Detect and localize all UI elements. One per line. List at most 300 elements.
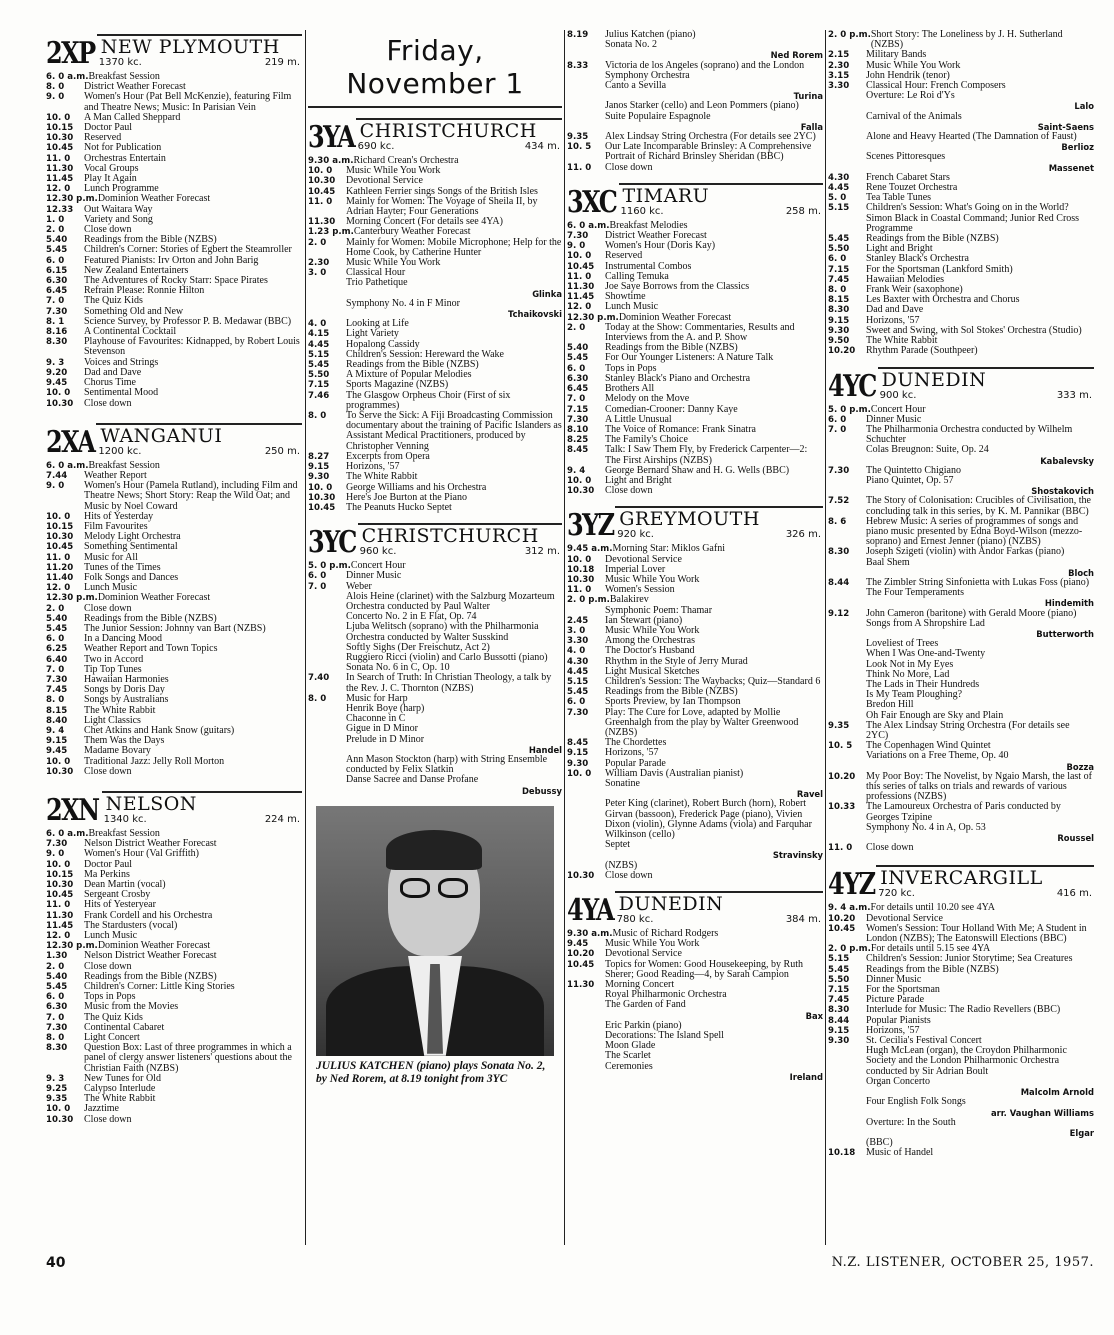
work-title: Sonata No. 2 bbox=[605, 39, 657, 51]
programme-time: 10.20 bbox=[828, 771, 856, 782]
programme-title: Dinner Music bbox=[866, 413, 922, 425]
programme-title: Today at the Show: Commentaries, Results and Interviews from the A. and P. Show bbox=[605, 321, 795, 344]
programme-time: 6. 0 bbox=[828, 414, 847, 425]
station-frequency: 1160 kc. bbox=[620, 205, 664, 217]
work-title: The Garden of Fand bbox=[605, 999, 686, 1011]
programme-entry bbox=[308, 472, 562, 482]
programme-time: 2. 0 bbox=[567, 322, 586, 333]
programme-title bbox=[866, 588, 1094, 608]
programme-entry bbox=[828, 346, 1094, 356]
work-title: Septet bbox=[605, 839, 630, 851]
programme-time: 7. 0 bbox=[46, 1012, 65, 1023]
programme-title: Breakfast Session bbox=[88, 828, 160, 839]
programme-title: Dominion Weather Forecast bbox=[618, 311, 732, 323]
programme-title: Hugh McLean (organ), the Croydon Philharmonic Society and the London Philharmonic Orchestra conducted by Sir Adrian Boult bbox=[866, 1045, 1067, 1077]
programme-time: 8. 0 bbox=[46, 82, 65, 93]
programme-title: Stanley Black's Piano and Orchestra bbox=[605, 372, 751, 384]
composer-name: Handel bbox=[528, 744, 562, 755]
composer-name: Falla bbox=[800, 121, 823, 132]
programme-title: Weather Report and Town Topics bbox=[84, 643, 218, 655]
programme-title: The Quiz Kids bbox=[84, 1011, 143, 1023]
programme-time: 8. 0 bbox=[308, 693, 327, 704]
work-title: Overture: Le Roi d'Ys bbox=[866, 90, 955, 102]
programme-title: Lunch Music bbox=[84, 930, 138, 942]
programme-time bbox=[828, 476, 866, 496]
programme-title: Instrumental Combos bbox=[605, 260, 692, 272]
programme-time: 3. 0 bbox=[567, 625, 586, 636]
programme-title: Children's Session: The Waybacks; Quiz—Standard 6 bbox=[605, 675, 821, 687]
programme-title: Women's Hour (Pamela Rutland), including Film and Theatre News; Short Story: Reap the Wild Oat; and Music by Noel Coward bbox=[84, 480, 298, 512]
programme-title: Reserved bbox=[84, 132, 122, 144]
station-block-s3ycb bbox=[567, 30, 823, 173]
work-title: Symphony No. 4 in A, Op. 53 bbox=[866, 821, 986, 833]
programme-time: 10.30 bbox=[567, 486, 595, 497]
programme-time: 6. 0 bbox=[308, 571, 327, 582]
programme-item bbox=[605, 779, 823, 799]
programme-time: 10.45 bbox=[46, 890, 74, 901]
programme-title: The Doctor's Husband bbox=[605, 645, 695, 657]
station-info bbox=[97, 34, 302, 68]
programme-time bbox=[308, 724, 346, 734]
programme-time: 3.15 bbox=[828, 70, 850, 81]
programme-time: 6.15 bbox=[46, 265, 68, 276]
programme-time: 11. 0 bbox=[46, 552, 71, 563]
programme-time: 9.50 bbox=[828, 336, 850, 347]
programme-time: 10.30 bbox=[46, 398, 74, 409]
programme-entry bbox=[828, 1046, 1094, 1077]
programme-entry bbox=[567, 445, 823, 465]
programme-title: Melody on the Move bbox=[605, 393, 690, 405]
programme-title: Close down bbox=[84, 960, 132, 972]
programme-title: Sweet and Swing, with Sol Stokes' Orchestra (Studio) bbox=[866, 324, 1082, 336]
work-title: Symphony No. 4 in F Minor bbox=[346, 297, 460, 309]
programme-title: Ian Stewart (piano) bbox=[605, 614, 683, 626]
programme-time: 5.50 bbox=[828, 974, 850, 985]
programme-item bbox=[866, 112, 1094, 132]
programme-entry bbox=[828, 517, 1094, 548]
programme-time: 8. 0 bbox=[828, 285, 847, 296]
programme-title: Children's Corner: Little King Stories bbox=[84, 981, 235, 993]
work-title: Variations on a Free Theme, Op. 40 bbox=[866, 750, 1009, 762]
programme-title: Chorus Time bbox=[84, 377, 136, 389]
programme-title: Sports Magazine (NZBS) bbox=[346, 379, 449, 391]
programme-time: 5.15 bbox=[567, 676, 589, 687]
column-3 bbox=[567, 30, 823, 1082]
programme-time: 7.46 bbox=[308, 390, 330, 401]
programme-time: 11. 0 bbox=[567, 585, 592, 596]
programme-time: 10.30 bbox=[46, 532, 74, 543]
station-wavelength: 333 m. bbox=[1056, 389, 1092, 401]
programme-title: Hits of Yesterday bbox=[84, 510, 154, 522]
programme-title: A Mixture of Popular Melodies bbox=[346, 369, 472, 381]
composer-name: Saint-Saens bbox=[1037, 121, 1094, 132]
programme-title: Ann Mason Stockton (harp) with String Ensemble conducted by Felix Slatkin bbox=[346, 753, 548, 776]
programme-title: Janos Starker (cello) and Leon Pommers (piano) bbox=[605, 100, 799, 112]
programme-time bbox=[308, 622, 346, 642]
work-title: Sonatine bbox=[605, 778, 640, 789]
programme-time bbox=[828, 1138, 866, 1148]
programme-title: Children's Session: What's Going on in the World? Simon Black in Coastal Command; Junior Red Cross Programme bbox=[866, 202, 1080, 234]
programme-time bbox=[828, 1118, 866, 1138]
programme-time: 6. 0 bbox=[46, 255, 65, 266]
programme-title: Devotional Service bbox=[605, 553, 682, 565]
programme-time: 5.45 bbox=[46, 982, 68, 993]
programme-time bbox=[308, 299, 346, 319]
programme-title: Frank Weir (saxophone) bbox=[866, 284, 963, 296]
programme-time: 5.45 bbox=[46, 245, 68, 256]
column-2 bbox=[308, 30, 562, 1086]
programme-time: 5.40 bbox=[46, 971, 68, 982]
programme-time bbox=[308, 592, 346, 612]
programme-title: Jazztime bbox=[84, 1103, 119, 1115]
programme-time: 11.45 bbox=[567, 292, 595, 303]
programme-title: Them Was the Days bbox=[84, 735, 165, 747]
programme-title: Stanley Black's Orchestra bbox=[866, 253, 969, 265]
programme-time bbox=[828, 680, 866, 690]
programme-time bbox=[828, 445, 866, 465]
programme-title: Children's Session: Hereward the Wake bbox=[346, 348, 504, 360]
programme-title: Variety and Song bbox=[84, 213, 153, 225]
programme-time: 8. 0 bbox=[46, 695, 65, 706]
station-info bbox=[876, 865, 1094, 899]
programme-entry bbox=[828, 91, 1094, 111]
programme-time: 9.30 bbox=[828, 1036, 850, 1047]
station-block-s3xc bbox=[567, 183, 823, 496]
programme-time: 9.25 bbox=[46, 1084, 68, 1095]
programme-title: Music While You Work bbox=[866, 59, 961, 71]
programme-time: 9. 4 bbox=[46, 725, 65, 736]
station-wavelength: 224 m. bbox=[264, 814, 300, 825]
programme-time: 7.45 bbox=[828, 274, 850, 285]
programme-title: The Scarlet bbox=[605, 1050, 651, 1062]
work-title: Colas Breugnon: Suite, Op. 24 bbox=[866, 444, 989, 456]
programme-time: 9. 4 a.m. bbox=[828, 903, 871, 914]
programme-title: Canterbury Weather Forecast bbox=[353, 226, 471, 238]
composer-name: Berlioz bbox=[1061, 142, 1094, 153]
programme-title bbox=[605, 1000, 823, 1020]
programme-title: Ljuba Welitsch (soprano) with the Philharmonia Orchestra conducted by Walter Susskind bbox=[346, 621, 539, 643]
programme-time: 8.25 bbox=[567, 435, 589, 446]
programme-time: 4.45 bbox=[567, 666, 589, 677]
photo-caption: JULIUS KATCHEN (piano) plays Sonata No. 2, by Ned Rorem, at 8.19 tonight from 3YC bbox=[316, 1059, 546, 1085]
programme-time: 8.30 bbox=[828, 547, 850, 558]
programme-title: Short Story: The Loneliness by J. H. Sutherland (NZBS) bbox=[870, 29, 1063, 51]
programme-entry bbox=[567, 799, 823, 840]
programme-time: 10. 0 bbox=[308, 166, 333, 177]
station-wavelength: 326 m. bbox=[785, 529, 821, 541]
programme-title: Talk: I Saw Them Fly, by Frederick Carpenter—2: The First Airships (NZBS) bbox=[605, 444, 808, 466]
programme-item bbox=[866, 558, 1094, 578]
programme-title: William Davis (Australian pianist) bbox=[605, 767, 744, 779]
programme-entry bbox=[308, 299, 562, 319]
programme-title bbox=[866, 619, 1094, 639]
programme-entry bbox=[46, 767, 302, 777]
programme-time: 7.15 bbox=[308, 380, 330, 391]
programme-title: My Poor Boy: The Novelist, by Ngaio Marsh, the last of this series of talks on trials and rewards of various professions (NZBS) bbox=[866, 770, 1092, 803]
programme-time bbox=[828, 91, 866, 111]
programme-title: Children's Session: Junior Storytime; Sea Creatures bbox=[866, 953, 1073, 965]
programme-time: 5.50 bbox=[308, 370, 330, 381]
programme-time bbox=[567, 990, 605, 1000]
station-frequency: 780 kc. bbox=[616, 914, 654, 926]
programme-time: 9.15 bbox=[828, 315, 850, 326]
programme-title: Children's Corner: Stories of Egbert the Steamroller bbox=[84, 244, 292, 256]
programme-time: 12.30 p.m. bbox=[567, 312, 619, 323]
programme-time bbox=[567, 112, 605, 132]
programme-time: 9. 3 bbox=[46, 1073, 65, 1084]
programme-time: 2. 0 p.m. bbox=[828, 944, 871, 955]
station-header bbox=[567, 506, 823, 544]
programme-time: 9.35 bbox=[46, 1094, 68, 1105]
programme-time: 3.30 bbox=[567, 636, 589, 647]
programme-time: 3. 0 bbox=[308, 268, 327, 279]
programme-title: Horizons, '57 bbox=[866, 314, 920, 326]
work-title: Prelude in D Minor bbox=[346, 733, 425, 745]
programme-title: Symphonic Poem: Thamar bbox=[605, 604, 713, 616]
column-rule bbox=[825, 30, 826, 1245]
programme-title: Music from the Movies bbox=[84, 1001, 179, 1013]
work-title: Carnival of the Animals bbox=[866, 110, 962, 122]
programme-time: 11.30 bbox=[567, 980, 595, 991]
programme-time bbox=[828, 670, 866, 680]
work-title: Four English Folk Songs bbox=[866, 1096, 966, 1108]
programme-title: Alex Lindsay String Orchestra (For details see 2YC) bbox=[605, 131, 816, 143]
programme-title: Sonata No. 6 in C, Op. 10 bbox=[346, 662, 450, 674]
programme-title: Readings from the Bible (NZBS) bbox=[866, 233, 999, 245]
programme-title: Women's Hour (Doris Kay) bbox=[605, 240, 716, 252]
programme-title: Music While You Work bbox=[605, 624, 700, 636]
programme-title: Imperial Lover bbox=[605, 563, 666, 575]
programme-time: 6.30 bbox=[46, 1002, 68, 1013]
programme-title: Les Baxter with Orchestra and Chorus bbox=[866, 294, 1020, 306]
programme-entry bbox=[46, 1043, 302, 1074]
programme-title: The Philharmonia Orchestra conducted by Wilhelm Schuchter bbox=[866, 423, 1073, 446]
programme-time: 9. 0 bbox=[46, 849, 65, 860]
programme-entry bbox=[308, 592, 562, 612]
work-title: Alone and Heavy Hearted (The Damnation of Faust) bbox=[866, 131, 1077, 143]
programme-title: A Continental Cocktail bbox=[84, 326, 177, 338]
programme-item bbox=[866, 823, 1094, 843]
programme-title: Women's Session bbox=[605, 584, 675, 596]
composer-name: Turina bbox=[793, 91, 823, 102]
programme-title: George Williams and his Orchestra bbox=[346, 481, 487, 493]
programme-title: Calypso Interlude bbox=[84, 1083, 156, 1095]
programme-title: Concert Hour bbox=[870, 403, 926, 415]
programme-entry bbox=[828, 203, 1094, 234]
programme-title: Doctor Paul bbox=[84, 122, 133, 134]
programme-title: The White Rabbit bbox=[346, 471, 418, 483]
programme-title: Readings from the Bible (NZBS) bbox=[605, 342, 738, 354]
programme-time: 4.45 bbox=[308, 339, 330, 350]
composer-name: Hindemith bbox=[1044, 598, 1094, 609]
column-rule bbox=[564, 30, 565, 1245]
programme-title: The Stardusters (vocal) bbox=[84, 919, 178, 931]
programme-time: 11.30 bbox=[308, 217, 336, 228]
programme-entry bbox=[828, 721, 1094, 741]
composer-name: Butterworth bbox=[1036, 628, 1094, 639]
station-block-s2xa bbox=[46, 423, 302, 777]
programme-time: 7.40 bbox=[308, 673, 330, 684]
work-title: Scenes Pittoresques bbox=[866, 151, 946, 163]
programme-title: Close down bbox=[605, 485, 653, 497]
programme-time: 5.45 bbox=[828, 964, 850, 975]
programme-title: Oh Fair Enough are Sky and Plain bbox=[866, 709, 1004, 721]
programme-title: Light Classics bbox=[84, 714, 141, 726]
programme-title bbox=[605, 1062, 823, 1082]
programme-time: 10. 5 bbox=[828, 741, 853, 752]
programme-title: Question Box: Last of three programmes in which a panel of clergy answer listeners' questions about the Christian Faith (NZBS) bbox=[84, 1042, 292, 1074]
programme-title: Melody Light Orchestra bbox=[84, 531, 181, 543]
programme-title: Women's Session: Tour Holland With Me; A Student in London (NZBS); The Eatonswill Elections (BBC) bbox=[866, 922, 1087, 945]
programme-entry bbox=[46, 1115, 302, 1125]
column-rule bbox=[305, 30, 306, 1245]
programme-title: Lunch Music bbox=[605, 301, 659, 313]
programme-time: 10.15 bbox=[46, 869, 74, 880]
composer-name: Ravel bbox=[796, 789, 823, 800]
programme-time bbox=[828, 660, 866, 670]
programme-item bbox=[346, 775, 562, 795]
station-name: WANGANUI bbox=[100, 424, 223, 447]
programme-title: Readings from the Bible (NZBS) bbox=[346, 359, 479, 371]
programme-time bbox=[567, 1021, 605, 1031]
programme-title: Reserved bbox=[605, 250, 643, 262]
programme-time: 6. 0 a.m. bbox=[46, 460, 89, 471]
programme-time: 9.30 a.m. bbox=[308, 156, 354, 166]
programme-item bbox=[605, 40, 823, 60]
programme-title: Playhouse of Favourites: Kidnapped, by Robert Louis Stevenson bbox=[84, 336, 300, 358]
programme-entry bbox=[308, 238, 562, 258]
programme-time: 7.30 bbox=[46, 839, 68, 850]
programme-time: 8.44 bbox=[828, 1015, 850, 1026]
programme-time: 10.18 bbox=[567, 564, 595, 575]
programme-time: 11.20 bbox=[46, 562, 74, 573]
programme-title: Madame Bovary bbox=[84, 745, 151, 757]
programme-title: Rhythm in the Style of Jerry Murad bbox=[605, 655, 748, 667]
programme-item bbox=[866, 91, 1094, 111]
programme-time: 8. 1 bbox=[46, 316, 65, 327]
programme-time: 9.35 bbox=[828, 720, 850, 731]
programme-title bbox=[866, 152, 1094, 172]
programme-item bbox=[866, 751, 1094, 771]
station-frequency: 900 kc. bbox=[879, 389, 917, 401]
programme-time: 6.45 bbox=[46, 286, 68, 297]
composer-name: Lalo bbox=[1074, 101, 1094, 112]
programme-time: 7.44 bbox=[46, 470, 68, 481]
station-info bbox=[615, 506, 823, 540]
programme-title bbox=[866, 476, 1094, 496]
programme-title: Readings from the Bible (NZBS) bbox=[866, 963, 999, 975]
programme-time: 6. 0 a.m. bbox=[567, 220, 610, 231]
programme-time: 10.20 bbox=[567, 949, 595, 960]
programme-entry bbox=[567, 142, 823, 162]
programme-time bbox=[567, 779, 605, 799]
programme-title: Sentimental Mood bbox=[84, 387, 159, 399]
column-1 bbox=[46, 30, 302, 1125]
programme-title: For details until 5.15 see 4YA bbox=[870, 943, 991, 955]
programme-title: Out Waitara Way bbox=[84, 203, 153, 215]
programme-time bbox=[828, 619, 866, 639]
programme-entry bbox=[308, 503, 562, 513]
programme-time: 6. 0 bbox=[828, 254, 847, 265]
composer-name: Shostakovich bbox=[1031, 486, 1094, 497]
programme-time: 9. 0 bbox=[567, 241, 586, 252]
programme-time: 10.30 bbox=[308, 492, 336, 503]
programme-entry bbox=[308, 755, 562, 775]
programme-title: Among the Orchestras bbox=[605, 635, 695, 647]
work-title: Overture: In the South bbox=[866, 1116, 956, 1128]
programme-time: 10.18 bbox=[828, 1148, 856, 1159]
station-name: NELSON bbox=[105, 793, 197, 815]
programme-time: 5. 0 bbox=[828, 193, 847, 204]
programme-title: Hebrew Music: A series of programmes of songs and piano music presented by Edna Boyd-Wilson (mezzo-soprano) and Ernest Jenner (piano) (NZBS) bbox=[866, 515, 1083, 548]
programme-title: Classical Hour bbox=[346, 267, 406, 279]
programme-time bbox=[567, 1041, 605, 1051]
programme-entry bbox=[567, 708, 823, 739]
programme-title: Calling Temuka bbox=[605, 270, 669, 282]
station-callsign: 4YZ bbox=[828, 867, 875, 903]
programme-title bbox=[866, 823, 1094, 843]
programme-time: 11.40 bbox=[46, 572, 74, 583]
programme-time: 6. 0 bbox=[46, 992, 65, 1003]
programme-time: 11.30 bbox=[46, 163, 74, 174]
programme-item bbox=[605, 112, 823, 132]
composer-name: Glinka bbox=[532, 288, 562, 299]
programme-time: 3.30 bbox=[828, 81, 850, 92]
programme-entry bbox=[46, 542, 302, 552]
station-block-s4yab bbox=[828, 30, 1094, 357]
programme-time bbox=[308, 612, 346, 622]
programme-title: Concert Hour bbox=[350, 560, 406, 572]
programme-title: For details until 10.20 see 4YA bbox=[870, 902, 995, 914]
programme-title: Richard Crean's Orchestra bbox=[353, 155, 459, 166]
programme-time: 2.30 bbox=[308, 258, 330, 269]
programme-entry bbox=[567, 163, 823, 173]
programme-time: 8. 6 bbox=[828, 516, 847, 527]
programme-time: 10.30 bbox=[46, 1114, 74, 1125]
programme-title: Light and Bright bbox=[605, 474, 672, 486]
programme-time bbox=[828, 152, 866, 172]
programme-time: 2.45 bbox=[567, 615, 589, 626]
programme-title: Readings from the Bible (NZBS) bbox=[84, 234, 217, 246]
composer-name: Bozza bbox=[1066, 761, 1094, 772]
station-info bbox=[96, 423, 302, 457]
programme-time: 6. 0 bbox=[46, 634, 65, 645]
programme-title bbox=[605, 840, 823, 860]
programme-entry bbox=[46, 337, 302, 357]
programme-entry bbox=[567, 1062, 823, 1082]
programme-time: 4.15 bbox=[308, 329, 330, 340]
station-callsign: 3YC bbox=[308, 525, 356, 561]
programme-time bbox=[567, 799, 605, 840]
programme-title bbox=[605, 112, 823, 132]
programme-title: Dinner Music bbox=[866, 973, 922, 985]
composer-name: Malcolm Arnold bbox=[1020, 1087, 1094, 1098]
programme-time: 9.20 bbox=[46, 367, 68, 378]
programme-time bbox=[567, 1000, 605, 1020]
programme-time: 2. 0 bbox=[308, 237, 327, 248]
programme-item bbox=[605, 840, 823, 860]
composer-name: Bloch bbox=[1068, 567, 1094, 578]
programme-item bbox=[866, 1077, 1094, 1097]
programme-time: 1.23 p.m. bbox=[308, 227, 354, 238]
programme-entry bbox=[567, 81, 823, 101]
programme-title bbox=[866, 1097, 1094, 1117]
programme-title bbox=[866, 132, 1094, 152]
programme-title: The Alex Lindsay String Orchestra (For details see 2YC) bbox=[866, 719, 1070, 741]
programme-title: Brothers All bbox=[605, 383, 655, 395]
programme-time: 7. 0 bbox=[46, 296, 65, 307]
programme-time: 10. 0 bbox=[567, 251, 592, 262]
